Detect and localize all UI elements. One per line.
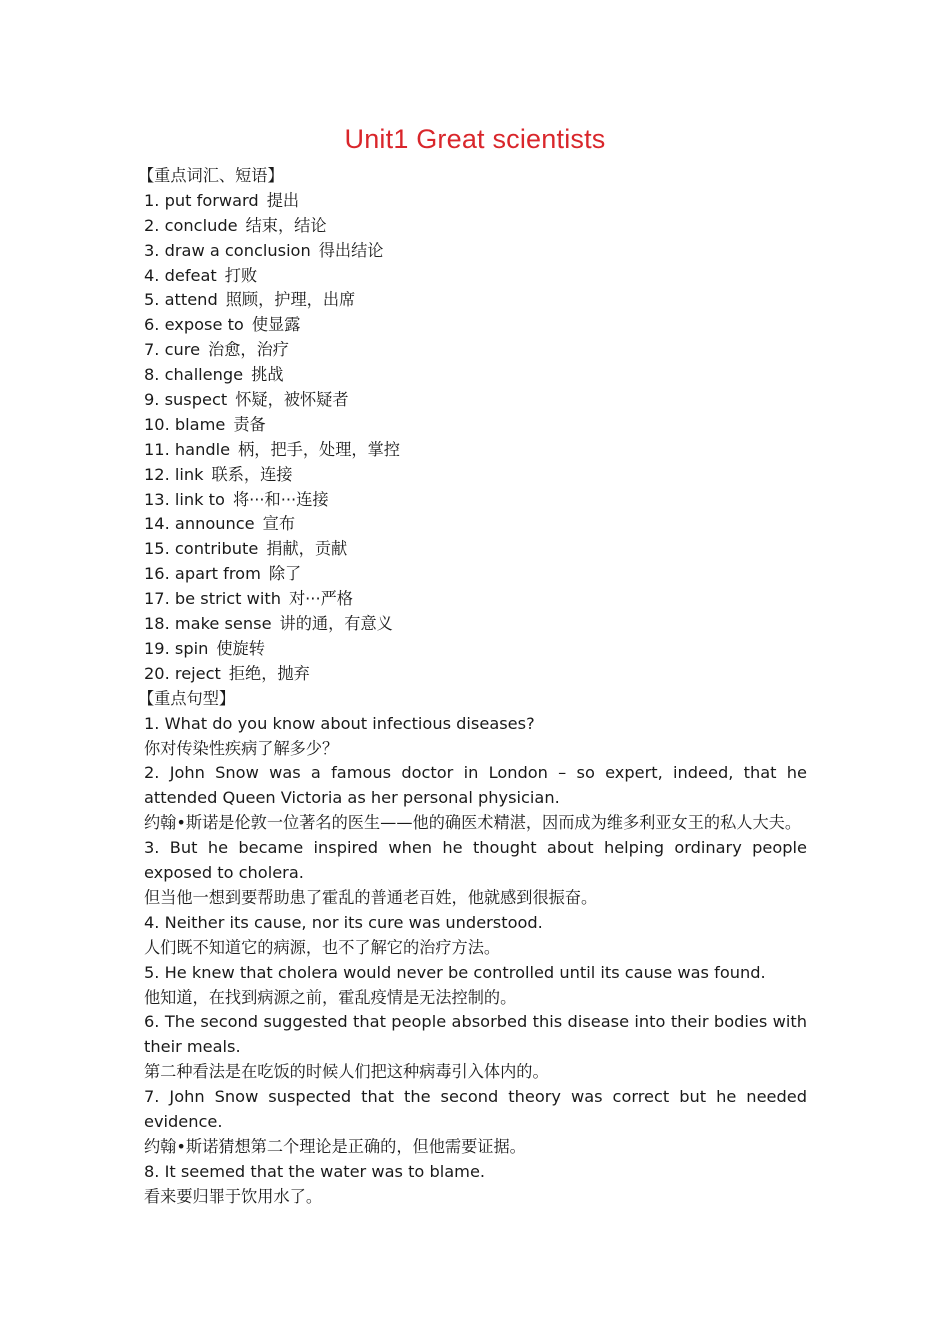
vocab-item: [144, 463, 807, 488]
sentence-english: 3. But he became inspired when he thought about helping ordinary people exposed to cholera.: [144, 838, 807, 883]
vocab-english: announce: [174, 514, 255, 534]
vocab-item: [144, 363, 807, 388]
vocab-chinese: 使显露: [251, 315, 301, 335]
vocab-item: [144, 488, 807, 513]
vocab-item: [144, 438, 807, 463]
vocab-chinese: 除了: [268, 564, 302, 584]
vocab-number: 10.: [144, 414, 170, 434]
document-body: [138, 164, 807, 1210]
vocab-number: 4.: [144, 265, 160, 285]
vocab-english: contribute: [174, 539, 259, 559]
vocab-english: link to: [174, 489, 225, 509]
sentence-list: [144, 712, 807, 1210]
vocab-item: [144, 413, 807, 438]
vocab-chinese: 联系，连接: [211, 464, 293, 484]
sentence-english: 7. John Snow suspected that the second theory was correct but he needed evidence.: [144, 1087, 807, 1132]
vocab-number: 8.: [144, 365, 160, 385]
vocab-english: draw a conclusion: [164, 240, 311, 260]
sentence-chinese: 看来要归罪于饮用水了。: [144, 1186, 323, 1206]
vocab-chinese: 责备: [233, 414, 266, 434]
vocab-english: defeat: [164, 265, 217, 285]
sentence-english: 6. The second suggested that people absorbed this disease into their bodies with their meals.: [144, 1012, 807, 1057]
vocab-item: [144, 338, 807, 363]
vocab-item: [144, 562, 807, 587]
vocab-list: [144, 189, 807, 687]
vocab-number: 18.: [144, 614, 170, 634]
vocab-heading: 【重点词汇、短语】: [138, 166, 284, 185]
vocab-english: put forward: [164, 190, 259, 210]
vocab-chinese: 拒绝，抛弃: [228, 663, 310, 683]
vocab-number: 5.: [144, 290, 160, 310]
vocab-number: 15.: [144, 539, 170, 559]
vocab-item: [144, 313, 807, 338]
sentence-chinese: 第二种看法是在吃饭的时候人们把这种病毒引入体内的。: [144, 1062, 549, 1082]
vocab-chinese: 打败: [224, 265, 258, 285]
sentence-english: 8. It seemed that the water was to blame.: [144, 1161, 486, 1181]
vocab-chinese: 得出结论: [318, 240, 384, 260]
vocab-english: handle: [174, 439, 231, 459]
vocab-item: [144, 388, 807, 413]
vocab-item: [144, 587, 807, 612]
sentence-heading: 【重点句型】: [138, 688, 236, 708]
vocab-chinese: 使旋转: [216, 638, 265, 658]
vocab-chinese: 对···严格: [288, 589, 353, 609]
vocab-english: make sense: [174, 614, 272, 634]
vocab-chinese: 宣布: [262, 514, 296, 534]
sentence-english: 2. John Snow was a famous doctor in London – so expert, indeed, that he attended Queen Victoria as her personal physician.: [144, 763, 807, 808]
vocab-english: reject: [174, 663, 221, 683]
vocab-number: 11.: [144, 439, 170, 459]
vocab-number: 7.: [144, 340, 160, 360]
vocab-number: 6.: [144, 315, 160, 335]
vocab-number: 14.: [144, 514, 170, 534]
vocab-chinese: 提出: [266, 190, 300, 210]
vocab-english: conclude: [164, 215, 238, 235]
sentence-chinese: 约翰•斯诺猜想第二个理论是正确的，但他需要证据。: [144, 1137, 526, 1156]
sentence-chinese: 约翰•斯诺是伦敦一位著名的医生——他的确医术精湛，因而成为维多利亚女王的私人大夫。: [144, 813, 802, 833]
vocab-number: 2.: [144, 215, 160, 235]
vocab-english: blame: [174, 414, 226, 434]
vocab-number: 3.: [144, 240, 160, 260]
sentence-chinese: 人们既不知道它的病源，也不了解它的治疗方法。: [144, 937, 501, 957]
vocab-chinese: 挑战: [251, 365, 284, 385]
vocab-number: 12.: [144, 464, 170, 484]
vocab-item: [144, 612, 807, 637]
vocab-number: 20.: [144, 663, 170, 683]
vocab-item: [144, 637, 807, 662]
vocab-item: [144, 662, 807, 687]
vocab-number: 19.: [144, 638, 170, 658]
sentence-chinese: 但当他一想到要帮助患了霍乱的普通老百姓，他就感到很振奋。: [144, 887, 598, 907]
vocab-item: [144, 512, 807, 537]
vocab-chinese: 治愈，治疗: [208, 340, 289, 360]
vocab-chinese: 照顾，护理，出席: [225, 290, 356, 310]
vocab-english: expose to: [164, 315, 244, 335]
vocab-english: challenge: [164, 365, 244, 385]
page-title: Unit1 Great scientists: [344, 124, 606, 154]
vocab-chinese: 柄，把手，处理，掌控: [238, 439, 400, 459]
vocab-chinese: 结束，结论: [245, 215, 327, 235]
vocab-number: 16.: [144, 564, 170, 584]
vocab-number: 1.: [144, 190, 160, 210]
sentence-chinese: 你对传染性疾病了解多少？: [144, 738, 339, 758]
vocab-english: suspect: [164, 390, 228, 410]
vocab-item: [144, 537, 807, 562]
vocab-chinese: 捐献，贡献: [266, 539, 348, 559]
sentence-english: 4. Neither its cause, nor its cure was understood.: [144, 912, 543, 932]
vocab-english: attend: [164, 290, 218, 310]
vocab-english: spin: [174, 638, 209, 658]
vocab-number: 13.: [144, 489, 170, 509]
vocab-chinese: 怀疑，被怀疑者: [235, 390, 349, 410]
vocab-number: 9.: [144, 390, 160, 410]
vocab-item: [144, 264, 807, 289]
vocab-english: cure: [164, 340, 201, 360]
sentence-english: 5. He knew that cholera would never be controlled until its cause was found.: [144, 962, 766, 982]
vocab-number: 17.: [144, 589, 170, 609]
sentence-chinese: 他知道，在找到病源之前，霍乱疫情是无法控制的。: [144, 987, 517, 1007]
vocab-item: [144, 189, 807, 214]
vocab-english: be strict with: [174, 589, 281, 609]
vocab-item: [144, 214, 807, 239]
vocab-english: link: [174, 464, 204, 484]
vocab-item: [144, 288, 807, 313]
vocab-chinese: 讲的通，有意义: [279, 614, 393, 634]
vocab-item: [144, 239, 807, 264]
sentence-english: 1. What do you know about infectious diseases?: [144, 713, 535, 733]
vocab-english: apart from: [174, 564, 261, 584]
vocab-chinese: 将···和···连接: [232, 489, 329, 509]
